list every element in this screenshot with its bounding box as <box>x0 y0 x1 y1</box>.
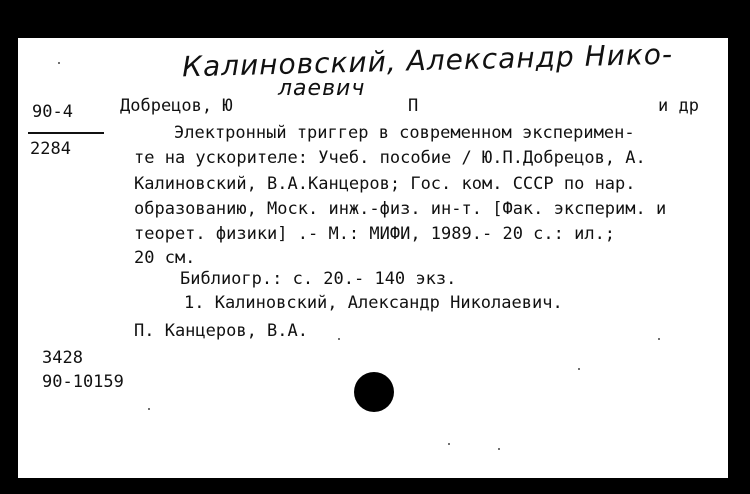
added-entry-2: П. Канцеров, В.А. <box>134 321 308 341</box>
handwritten-author-line-1: Калиновский, Александр Нико- <box>181 38 674 84</box>
class-number: 90-4 <box>32 102 73 122</box>
call-number: 2284 <box>30 139 71 159</box>
header-mid-letter: П <box>408 96 419 116</box>
speckle <box>578 368 580 370</box>
description-line: теорет. физики] .- М.: МИФИ, 1989.- 20 с.: ил.; <box>134 224 616 244</box>
speckle <box>148 408 150 410</box>
catalog-card <box>18 38 728 478</box>
header-right: и др <box>658 96 699 116</box>
speckle <box>658 338 660 340</box>
handwritten-author-line-2: лаевич <box>278 76 366 101</box>
speckle <box>338 338 340 340</box>
description-line: Калиновский, В.А.Канцеров; Гос. ком. СССР по нар. <box>134 174 636 194</box>
bibliography-note: Библиогр.: с. 20.- 140 экз. <box>180 269 457 289</box>
description-line: образованию, Моск. инж.-физ. ин-т. [Фак. эксперим. и <box>134 199 667 219</box>
code-number-1: 3428 <box>42 348 83 368</box>
header-author: Добрецов, Ю <box>120 96 233 116</box>
description-line: 20 см. <box>134 248 196 268</box>
added-entry-1: 1. Калиновский, Александр Николаевич. <box>184 293 563 313</box>
speckle <box>498 448 500 450</box>
punch-hole <box>354 372 394 412</box>
code-number-2: 90-10159 <box>42 372 124 392</box>
description-line: те на ускорителе: Учеб. пособие / Ю.П.Добрецов, А. <box>134 148 646 168</box>
description-line: Электронный триггер в современном эксперимен- <box>174 123 635 143</box>
speckle <box>58 62 60 64</box>
divider-line <box>28 132 104 134</box>
speckle <box>448 443 450 445</box>
